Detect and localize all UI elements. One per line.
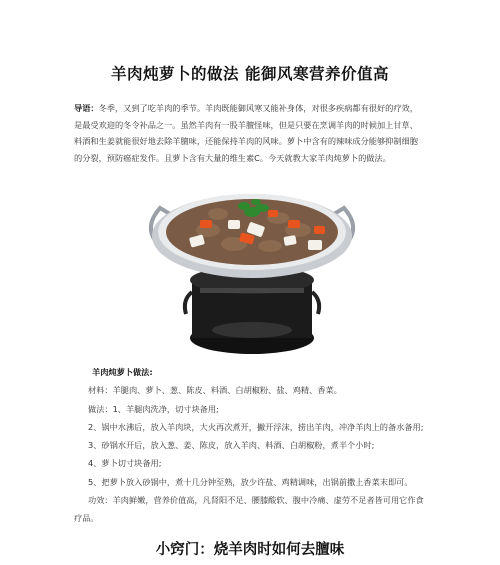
intro-paragraph — [74, 100, 424, 166]
article-title: 羊肉炖萝卜的做法 能御风寒营养价值高 — [111, 64, 389, 83]
tips-title: 小窍门：烧羊肉时如何去膻味 — [155, 541, 345, 558]
intro-lead: 导语： — [74, 103, 99, 113]
recipe-ingredients: 材料：羊腿肉、萝卜、葱、陈皮、料酒、白胡椒粉、盐、鸡精、香菜。 — [88, 385, 342, 396]
recipe-efficacy: 功效：羊肉鲜嫩，营养价值高，凡肾阳不足、腰膝酸软、腹中冷痛、虚劳不足者皆可用它作食疗品。 — [74, 495, 424, 524]
recipe-step-2: 2、锅中水沸后，放入羊肉块，大火再次煮开，撇开浮沫，捞出羊肉，冲净羊肉上的备水备用; — [88, 421, 424, 432]
recipe-step-3: 3、砂锅水开后，放入葱、姜、陈皮，放入羊肉、料酒、白胡椒粉，煮半个小时; — [88, 440, 375, 451]
dish-image — [138, 180, 366, 356]
recipe-heading: 羊肉炖萝卜做法: — [92, 367, 153, 377]
recipe-step-1: 做法：1、羊腿肉洗净，切寸块备用; — [88, 403, 219, 414]
recipe-step-4: 4、萝卜切寸块备用; — [88, 458, 162, 469]
recipe-section — [74, 363, 424, 528]
recipe-step-5: 5、把萝卜放入砂锅中，煮十几分钟至熟，放少许盐、鸡精调味，出锅前撒上香菜末即可。 — [88, 476, 413, 487]
intro-text: 冬季，又到了吃羊肉的季节。羊肉既能御风寒又能补身体，对很多疾病都有很好的疗效，是最受欢迎的冬令补品之一。虽然羊肉有一股羊膻怪味，但是只要在烹调羊肉的时候加上甘草、料酒和生姜就能很好地去除羊膻味，还能保持羊肉的风味。萝卜中含有的辣味成分能够抑制细胞的分裂，预防癌症发作。且萝卜含有大量的维生素C。今天就教大家羊肉炖萝卜的做法。 — [74, 103, 418, 163]
